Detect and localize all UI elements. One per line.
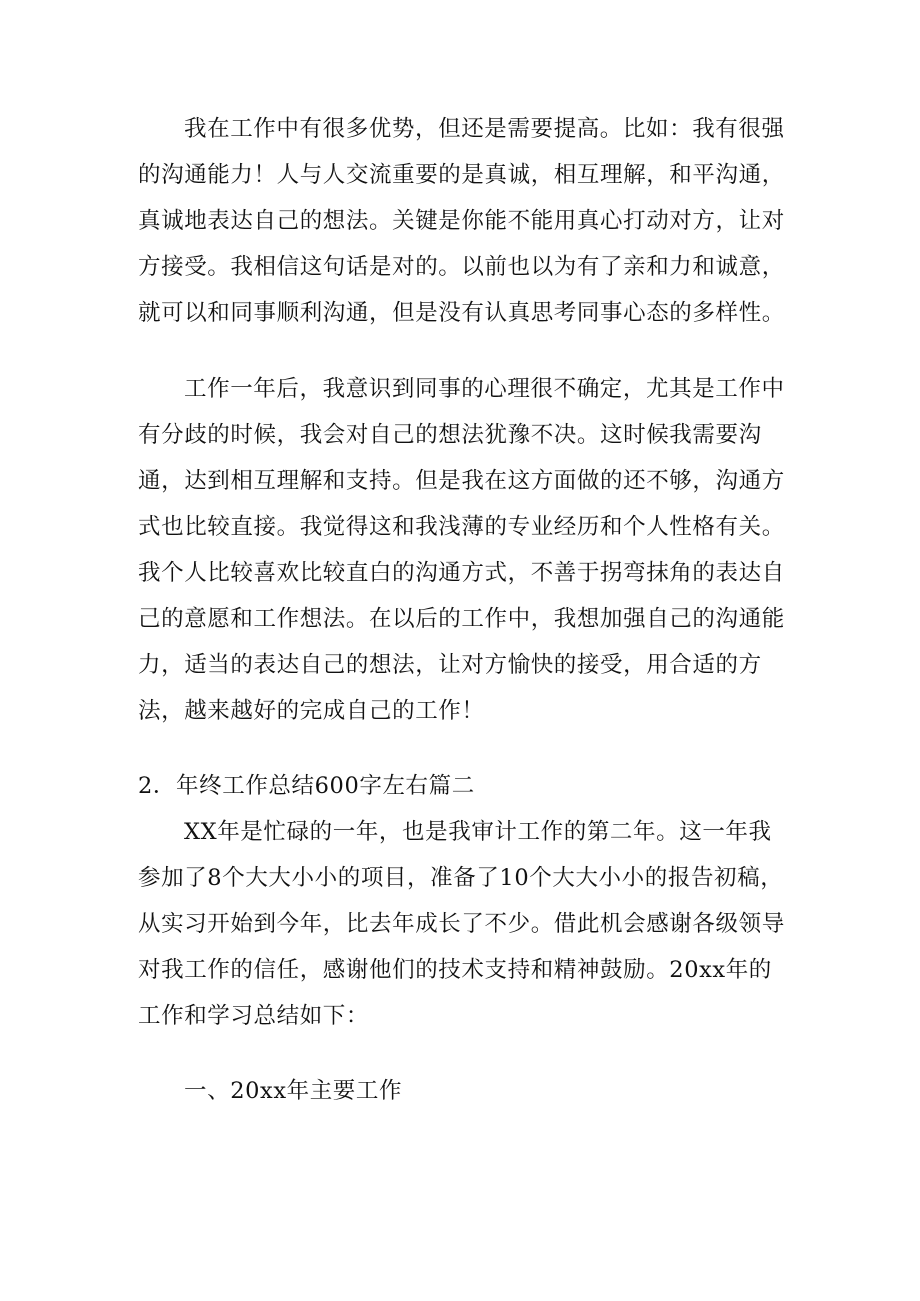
- paragraph-3: XX年是忙碌的一年，也是我审计工作的第二年。这一年我参加了8个大大小小的项目，准备了10个大大小小的报告初稿，从实习开始到今年，比去年成长了不少。借此机会感谢各级领导对我工作的信任，感谢他们的技术支持和精神鼓励。20xx年的工作和学习总结如下：: [138, 819, 785, 1029]
- paragraph-2: 工作一年后，我意识到同事的心理很不确定，尤其是工作中有分歧的时候，我会对自己的想法犹豫不决。这时候我需要沟通，达到相互理解和支持。但是我在这方面做的还不够，沟通方式也比较直接。我觉得这和我浅薄的专业经历和个人性格有关。我个人比较喜欢比较直白的沟通方式，不善于拐弯抹角的表达自己的意愿和工作想法。在以后的工作中，我想加强自己的沟通能力，适当的表达自己的想法，让对方愉快的接受，用合适的方法，越来越好的完成自己的工作！: [138, 376, 785, 724]
- paragraph-1: 我在工作中有很多优势，但还是需要提高。比如：我有很强的沟通能力！人与人交流重要的是真诚，相互理解，和平沟通，真诚地表达自己的想法。关键是你能不能用真心打动对方，让对方接受。我相信这句话是对的。以前也以为有了亲和力和诚意，就可以和同事顺利沟通，但是没有认真思考同事心态的多样性。: [138, 116, 785, 326]
- subheading: 一、20xx年主要工作: [184, 1078, 403, 1104]
- section-title: 2．年终工作总结600字左右篇二: [138, 773, 475, 799]
